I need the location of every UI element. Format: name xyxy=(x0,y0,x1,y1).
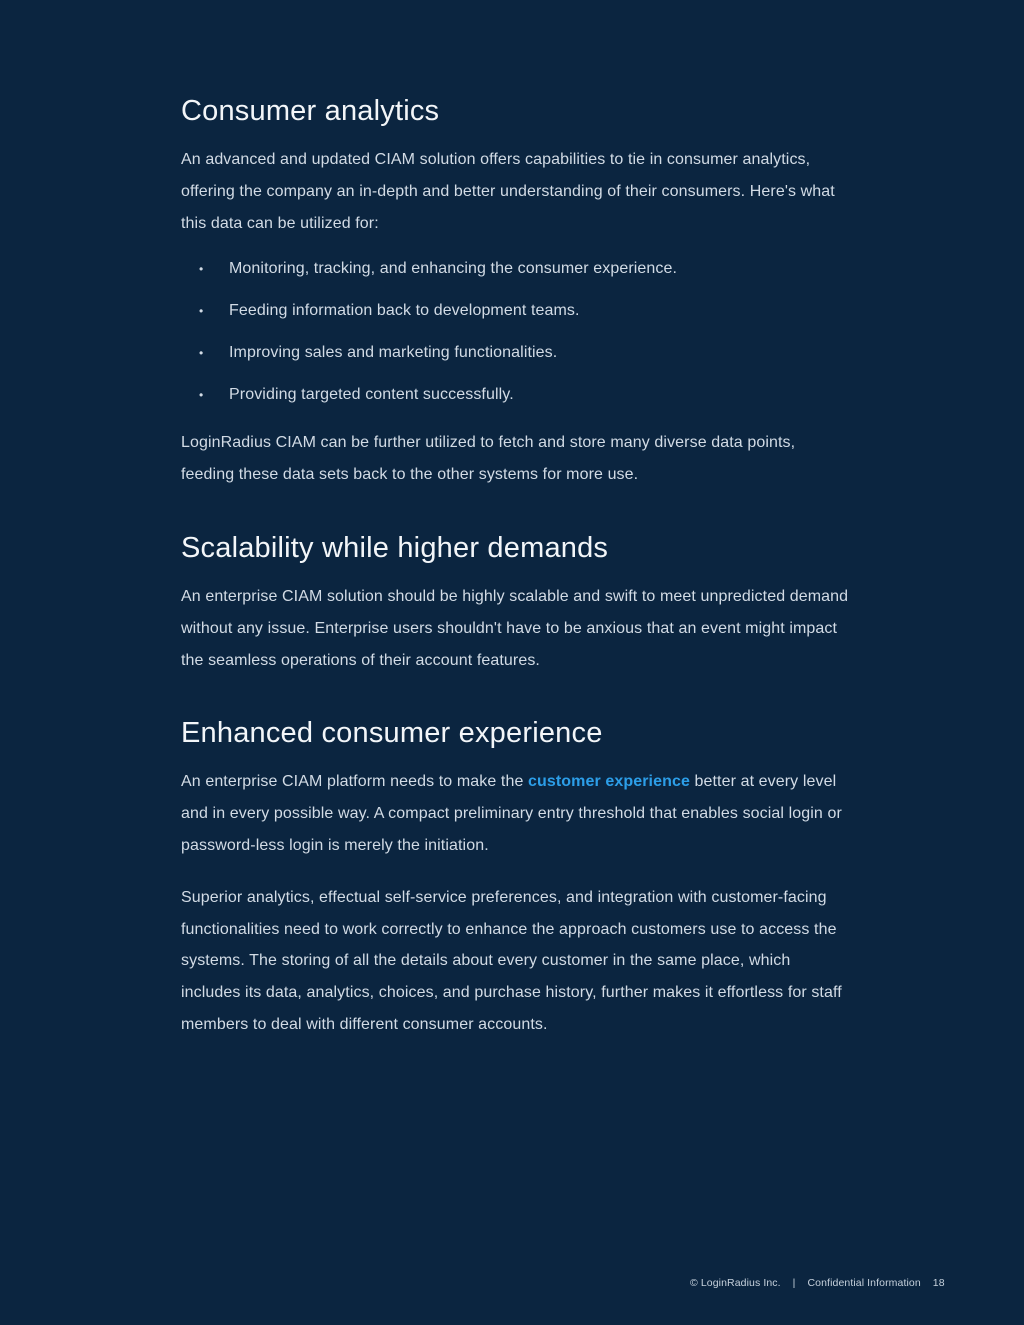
section-intro: An advanced and updated CIAM solution offers capabilities to tie in consumer analytics, offering the company an in-depth and better understanding of their consumers. Here's what this data can be utilized for: xyxy=(181,151,835,232)
page-number: 18 xyxy=(932,1277,945,1289)
list-item xyxy=(181,301,851,321)
section-paragraph xyxy=(181,766,851,861)
list-item xyxy=(181,259,851,279)
section-enhanced-experience xyxy=(181,714,851,1040)
paragraph-text: better at every level and in every possible way. A compact preliminary entry threshold that enables social login or password-less login is merely the initiation. xyxy=(181,773,842,854)
list-item-text: Monitoring, tracking, and enhancing the consumer experience. xyxy=(229,260,678,278)
section-spacer xyxy=(181,511,851,529)
list-item-text: Improving sales and marketing functionalities. xyxy=(229,344,558,362)
section-heading: Consumer analytics xyxy=(181,95,440,127)
footer-copyright: © LoginRadius Inc. xyxy=(690,1277,781,1289)
section-heading: Enhanced consumer experience xyxy=(181,717,603,750)
section-heading: Scalability while higher demands xyxy=(181,531,609,564)
list-item xyxy=(181,385,851,405)
section-scalability xyxy=(181,529,851,676)
page-footer xyxy=(690,1277,945,1289)
paragraph-text: An enterprise CIAM platform needs to make the xyxy=(181,773,528,791)
page-content xyxy=(181,92,851,1061)
bullet-icon: • xyxy=(199,388,204,403)
list-item xyxy=(181,343,851,363)
bullet-icon: • xyxy=(199,262,204,277)
bullet-icon: • xyxy=(199,346,204,361)
list-item-text: Providing targeted content successfully. xyxy=(229,386,514,404)
section-paragraph: Superior analytics, effectual self-service preferences, and integration with customer-facing functionalities need to work correctly to enhance the approach customers use to access the systems. The storing of all the details about every customer in the same place, which includes its data, analytics, choices, and purchase history, further makes it effortless for staff members to deal with different consumer accounts. xyxy=(181,888,842,1033)
bullet-list xyxy=(181,259,851,405)
customer-experience-link[interactable]: customer experience xyxy=(527,773,690,791)
list-item-text: Feeding information back to development teams. xyxy=(229,302,580,320)
section-outro: LoginRadius CIAM can be further utilized to fetch and store many diverse data points, feeding these data sets back to the other systems for more use. xyxy=(181,434,796,484)
section-consumer-analytics xyxy=(181,92,851,491)
bullet-icon: • xyxy=(199,304,204,319)
section-spacer xyxy=(181,696,851,714)
footer-separator: | xyxy=(792,1277,796,1289)
section-paragraph: An enterprise CIAM solution should be highly scalable and swift to meet unpredicted demand without any issue. Enterprise users shouldn't have to be anxious that an event might impact the seamless operations of their account features. xyxy=(181,587,849,669)
footer-label: Confidential Information xyxy=(807,1277,921,1289)
